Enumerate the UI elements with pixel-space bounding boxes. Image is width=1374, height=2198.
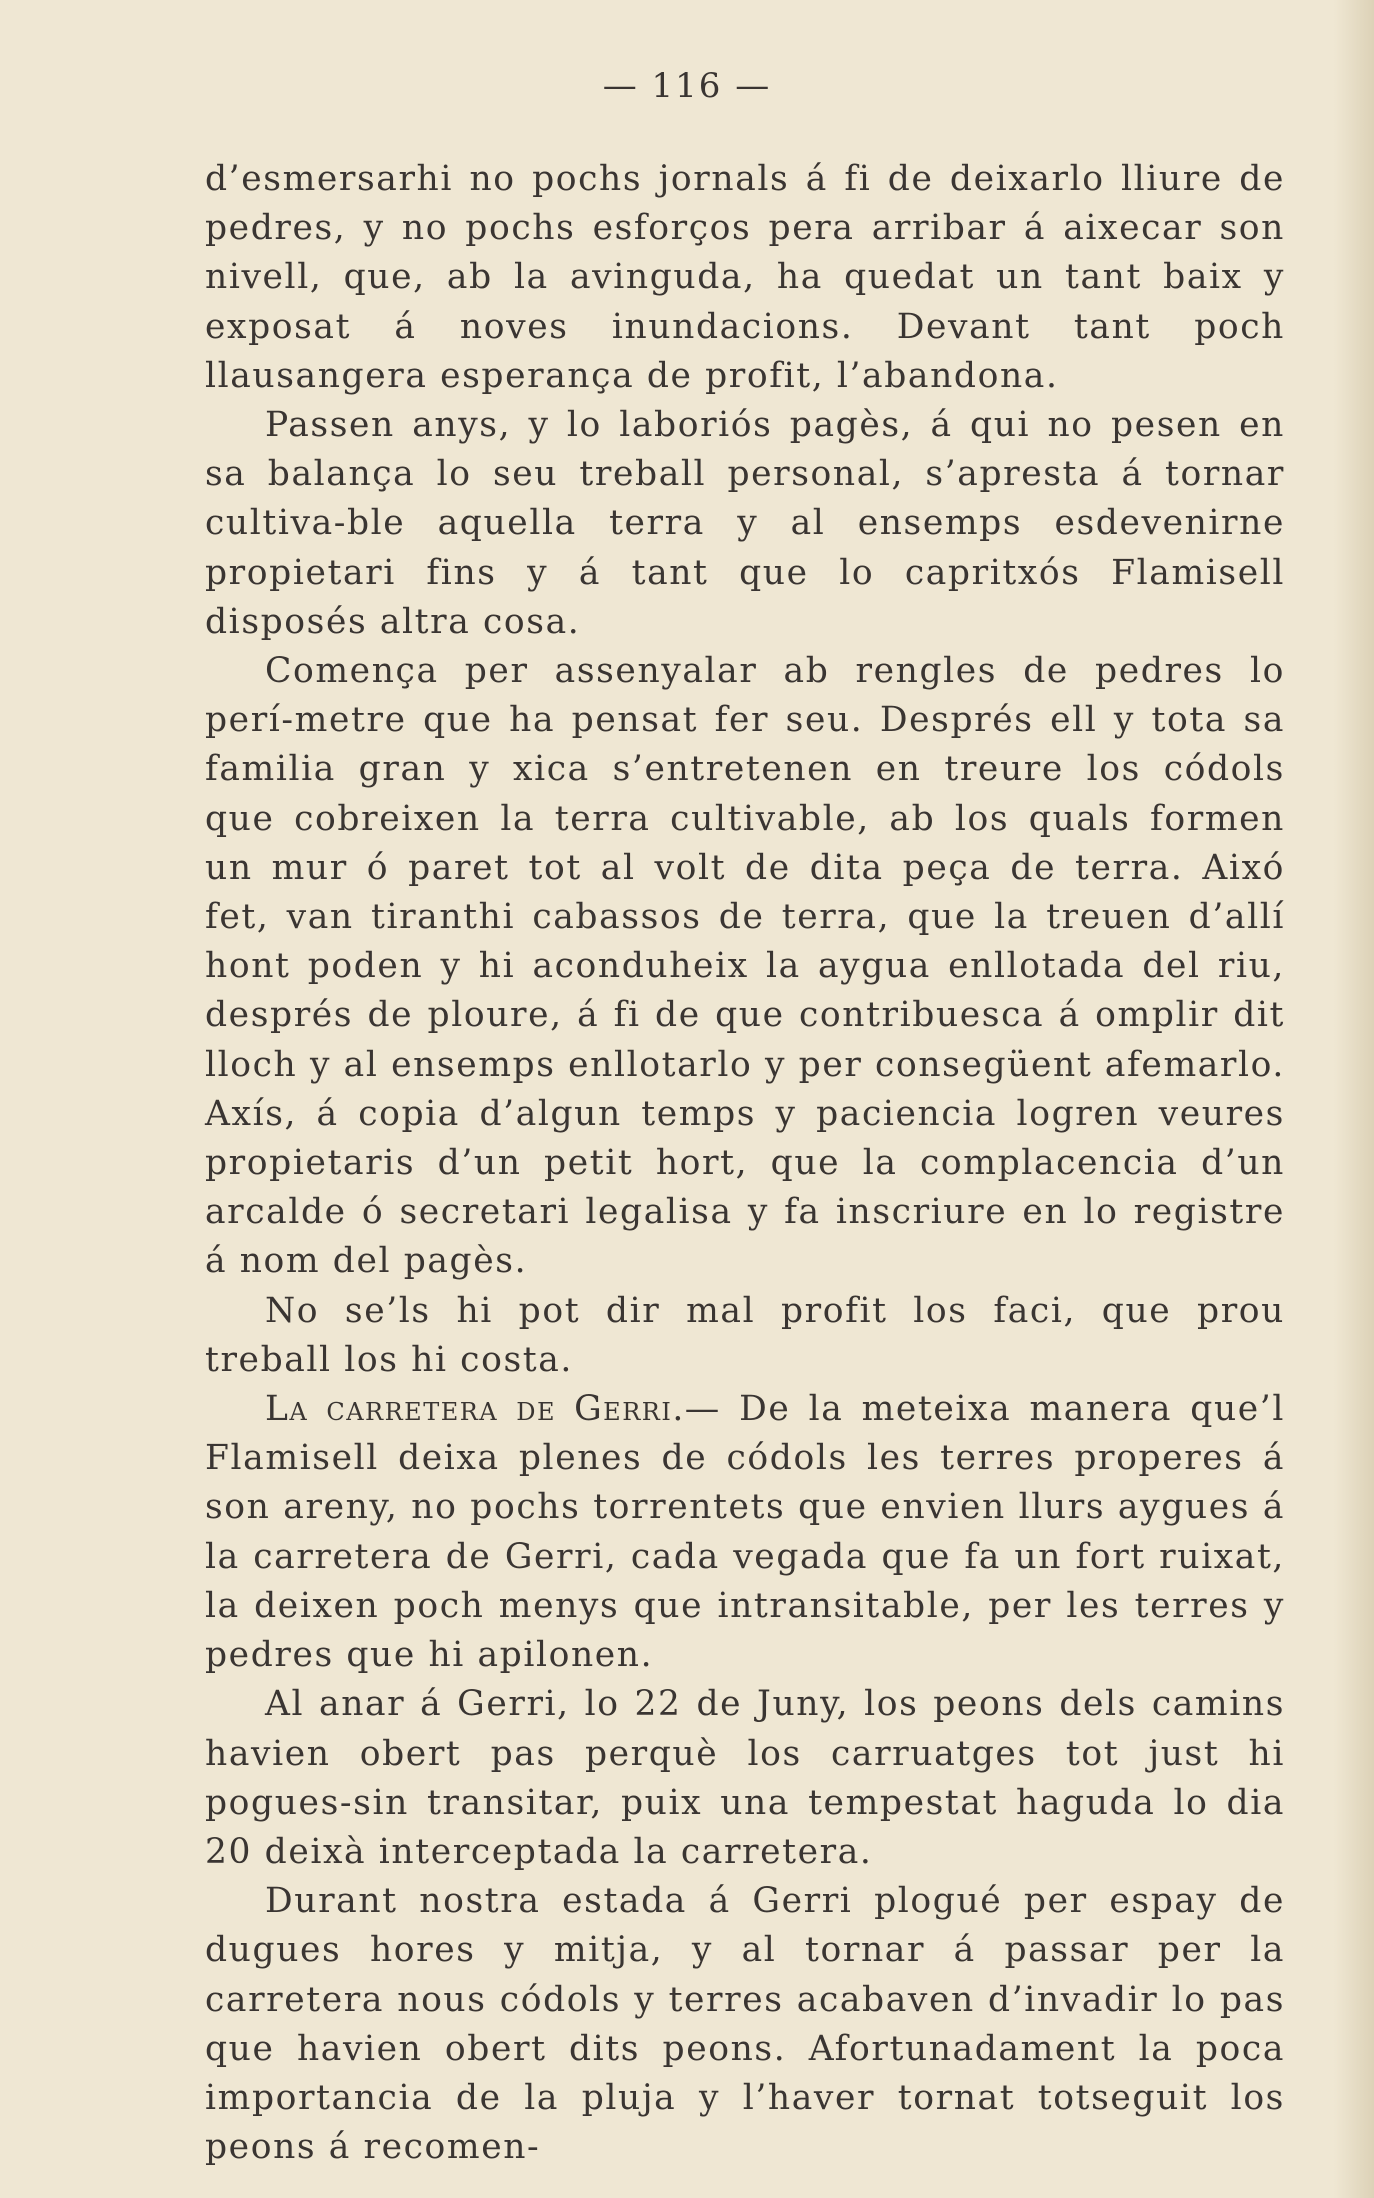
paragraph-6: Al anar á Gerri, lo 22 de Juny, los peons dels camins havien obert pas perquè los carruatges tot just hi pogues-sin transitar, puix una tempestat haguda lo dia 20 deixà interceptada la carretera. bbox=[205, 1684, 1285, 1872]
paragraph-7: Durant nostra estada á Gerri plogué per espay de dugues hores y mitja, y al tornar á passar per la carretera nous códols y terres acabaven d’invadir lo pas que havien obert dits peons. Afortunadament la poca importancia de la pluja y l’haver tornat totseguit los peons á recomen- bbox=[205, 1881, 1285, 2168]
paragraph-2: Passen anys, y lo laboriós pagès, á qui no pesen en sa balança lo seu treball personal, s’apresta á tornar cultiva-ble aquella terra y al ensemps esdevenirne propietari fins y á tant que lo capritxós Flamisell disposés altra cosa. bbox=[205, 405, 1285, 642]
section-heading: La carretera de Gerri. bbox=[265, 1389, 685, 1430]
page-number: — 116 — bbox=[602, 66, 772, 106]
page-edge-shadow bbox=[1334, 0, 1374, 2198]
paragraph-1: d’esmersarhi no pochs jornals á fi de deixarlo lliure de pedres, y no pochs esforços pera arribar á aixecar son nivell, que, ab la avinguda, ha quedat un tant baix y exposat á noves inundacions. Devant tant poch llausangera esperança de profit, l’abandona. bbox=[205, 159, 1285, 396]
paragraph-3: Comença per assenyalar ab rengles de pedres lo perí-metre que ha pensat fer seu. Després ell y tota sa familia gran y xica s’entretenen en treure los códols que cobreixen la terra cultivable, ab los quals formen un mur ó paret tot al volt de dita peça de terra. Aixó fet, van tiranthi cabassos de terra, que la treuen d’allí hont poden y hi aconduheix la aygua enllotada del riu, després de ploure, á fi de que contribuesca á omplir dit lloch y al ensemps enllotarlo y per consegüent afemarlo. Axís, á copia d’algun temps y paciencia logren veures propietaris d’un petit hort, que la complacencia d’un arcalde ó secretari legalisa y fa inscriure en lo registre á nom del pagès. bbox=[205, 651, 1285, 1282]
paragraph-4: No se’ls hi pot dir mal profit los faci, que prou treball los hi costa. bbox=[205, 1290, 1285, 1380]
body-text bbox=[205, 155, 1285, 2172]
paragraph-5 bbox=[205, 1385, 1285, 1680]
paragraph-5-text: — De la meteixa manera que’l Flamisell deixa plenes de códols les terres properes á son areny, no pochs torrentets que envien llurs aygues á la carretera de Gerri, cada vegada que fa un fort ruixat, la deixen poch menys que intransitable, per les terres y pedres que hi apilonen. bbox=[205, 1389, 1285, 1676]
